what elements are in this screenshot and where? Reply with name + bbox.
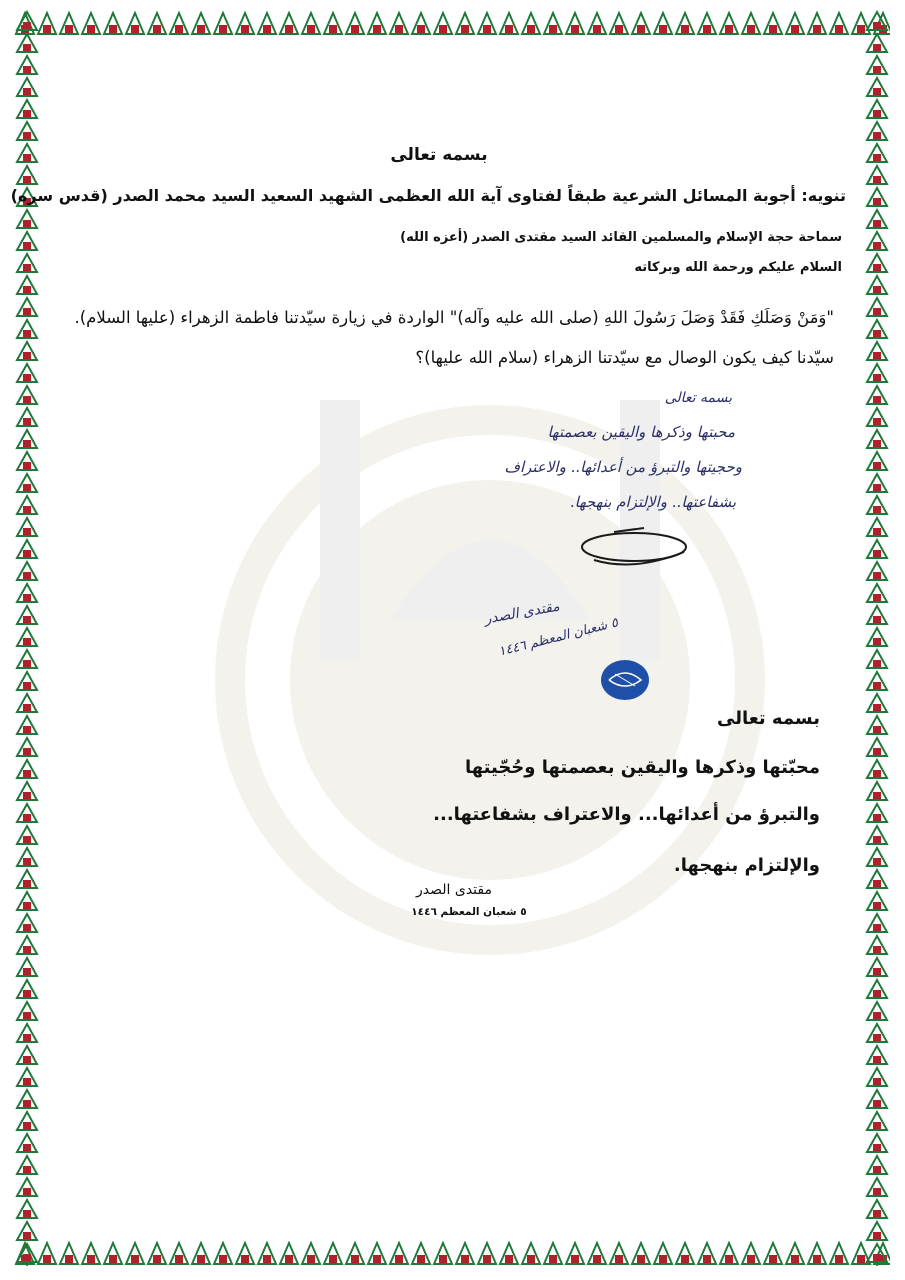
ornamental-border-bottom — [14, 1240, 890, 1266]
official-seal — [599, 658, 651, 702]
handwritten-date: ٥ شعبان المعظم ١٤٤٦ — [497, 615, 620, 660]
greeting-line: السلام عليكم ورحمة الله وبركاته — [634, 260, 842, 275]
addressee-line: سماحة حجة الإسلام والمسلمين القائد السيد مقتدى الصدر (أعزه الله) — [400, 230, 842, 245]
handwritten-line-2: وحجيتها والتبرؤ من أعدائها.. والاعتراف — [504, 458, 742, 476]
printed-signatory-name: مقتدى الصدر — [416, 882, 492, 898]
document-page — [10, 40, 860, 1235]
printed-basmala: بسمه تعالى — [717, 708, 820, 729]
ornamental-border-top — [14, 10, 890, 36]
handwritten-line-1: محبتها وذكرها واليقين بعصمتها — [547, 423, 735, 441]
printed-answer-line-2: والتبرؤ من أعدائها... والاعتراف بشفاعتها... — [433, 804, 820, 825]
header-basmala: بسمه تعالى — [390, 145, 488, 165]
handwritten-basmala: بسمه تعالى — [664, 390, 732, 406]
printed-answer-line-1: محبّتها وذكرها واليقين بعصمتها وحُجّيتها — [465, 757, 820, 778]
ornamental-border-right — [864, 10, 890, 1266]
header-notice: تنويه: أجوبة المسائل الشرعية طبقاً لفتاوى آية الله العظمى الشهيد السعيد السيد محمد الصدر (قدس سره) — [10, 186, 846, 205]
signature-scribble — [574, 522, 694, 582]
printed-answer-line-3: والإلتزام بنهجها. — [673, 855, 820, 876]
handwritten-name: مقتدى الصدر — [483, 598, 561, 628]
question-text: "وَمَنْ وَصَلَكِ فَقَدْ وَصَلَ رَسُولَ اللهِ (صلى الله عليه وآله)" الواردة في زيارة سيّدتنا فاطمة الزهراء (عليها السلام). سيّدنا كيف يكون الوصال مع سيّدتنا الزهراء (سلام الله عليها)؟ — [74, 308, 834, 367]
handwritten-line-3: بشفاعتها.. والإلتزام بنهجها. — [569, 493, 736, 511]
printed-date: ٥ شعبان المعظم ١٤٤٦ — [411, 906, 527, 918]
